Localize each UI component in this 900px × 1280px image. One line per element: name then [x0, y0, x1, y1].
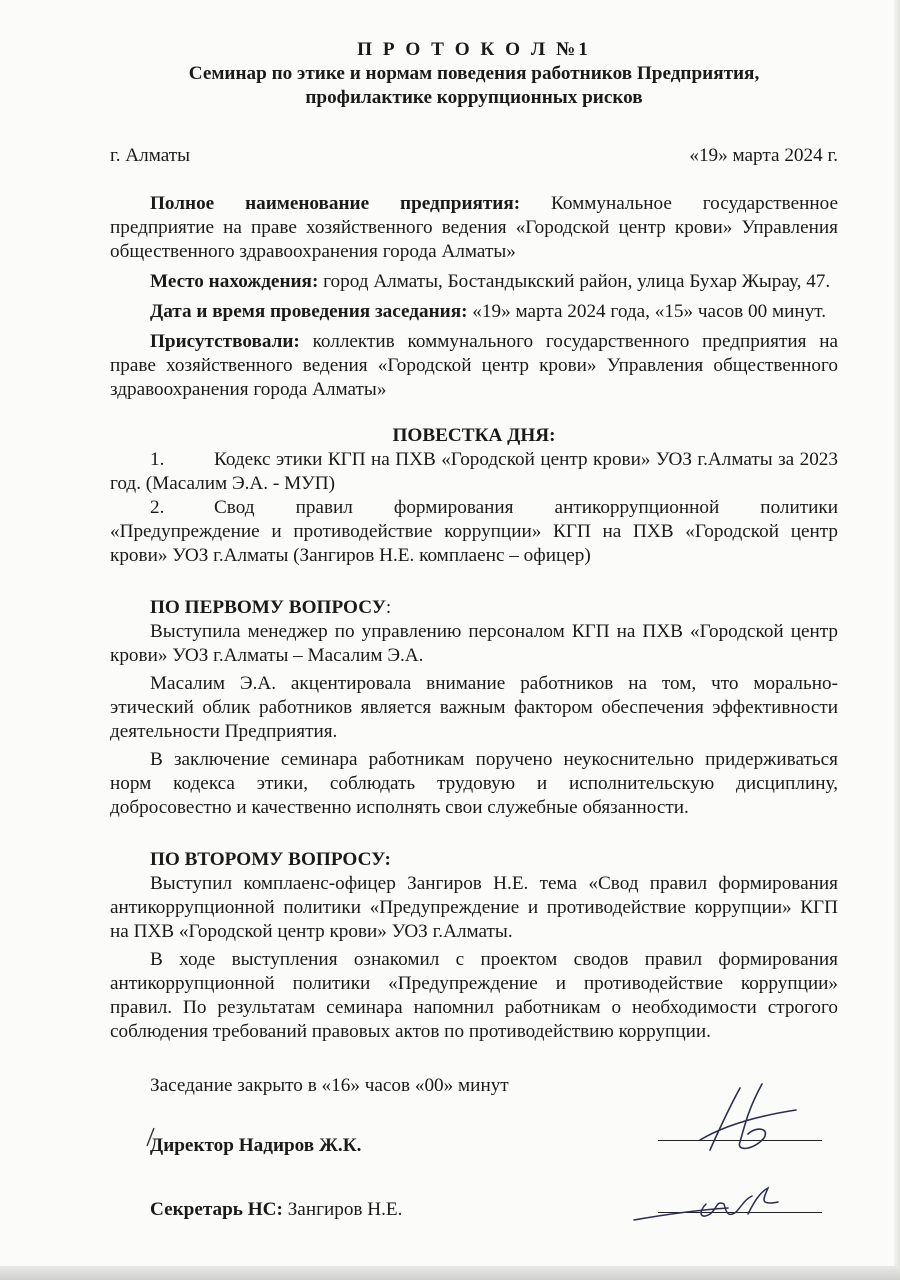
first-question-heading-text: ПО ПЕРВОМУ ВОПРОСУ [150, 597, 386, 618]
second-question-paragraph: В ходе выступления ознакомил с проектом сводов правил формирования антикоррупционной политики «Предупреждение и противодействие коррупции» правил. По результатам семинара напомнил работникам о необходимости строгого соблюдения требований правовых актов по противодействию коррупции. [110, 949, 838, 1042]
signature-block [110, 1116, 838, 1236]
info-label: Дата и время проведения заседания: [150, 301, 468, 322]
first-question-paragraph: Масалим Э.А. акцентировала внимание работников на том, что морально-этический облик работников является важным фактором обеспечения эффективности деятельности Предприятия. [110, 673, 838, 742]
second-question-heading: ПО ВТОРОМУ ВОПРОСУ: [150, 849, 391, 870]
secretary-signature [628, 1174, 798, 1234]
document-title: П Р О Т О К О Л №1 [357, 39, 591, 60]
info-text: «19» марта 2024 года, «15» часов 00 минут. [467, 301, 827, 322]
secretary-name-text: Зангиров Н.Е. [282, 1199, 403, 1220]
info-label: Присутствовали: [150, 331, 300, 352]
first-question-paragraph: В заключение семинара работникам поручено неукоснительно придерживаться норм кодекса этики, соблюдать трудовую и исполнительскую дисциплину, добросовестно и качественно исполнять свои служебные обязанности. [110, 749, 838, 818]
first-question-heading-colon: : [385, 597, 392, 618]
agenda-item-number: 1. [150, 449, 165, 470]
agenda-item-text: Свод правил формирования антикоррупционной политики «Предупреждение и противодействие коррупции» КГП на ПХВ «Городской центр крови» УОЗ г.Алматы (Зангиров Н.Е. комплаенс – офицер) [110, 497, 838, 566]
info-date-time [110, 300, 838, 324]
scan-shadow-right [894, 0, 900, 1280]
agenda-item-text: Кодекс этики КГП на ПХВ «Городской центр крови» УОЗ г.Алматы за 2023 год. (Масалим Э.А. - МУП) [110, 449, 838, 494]
agenda-heading: ПОВЕСТКА ДНЯ: [392, 425, 556, 446]
info-text: коллектив коммунального государственного предприятия на праве хозяйственного ведения «Городской центр крови» Управления общественного здравоохранения города Алматы» [110, 331, 838, 400]
agenda-item [110, 496, 838, 568]
secretary-label: Секретарь НС: [150, 1199, 283, 1220]
scan-shadow-bottom [0, 1266, 900, 1280]
info-label: Полное наименование предприятия: [150, 193, 521, 214]
info-label: Место нахождения: [150, 271, 319, 292]
closing-statement: Заседание закрыто в «16» часов «00» минут [150, 1075, 509, 1096]
info-location [110, 270, 838, 294]
first-question-paragraph: Выступила менеджер по управлению персоналом КГП на ПХВ «Городской центр крови» УОЗ г.Алматы – Масалим Э.А. [110, 621, 838, 666]
city: г. Алматы [110, 145, 191, 166]
second-question-section [110, 848, 838, 1044]
protocol-date: «19» марта 2024 г. [689, 145, 838, 166]
director-signature [670, 1080, 810, 1160]
agenda-item-number: 2. [150, 497, 165, 518]
document-subtitle-line2: профилактике коррупционных рисков [305, 87, 643, 108]
document-subtitle-line1: Семинар по этике и нормам поведения работников Предприятия, [188, 63, 760, 84]
secretary-name [150, 1198, 402, 1222]
pen-mark [144, 1126, 158, 1150]
place-date-row [110, 144, 838, 168]
second-question-paragraph: Выступил комплаенс-офицер Зангиров Н.Е. тема «Свод правил формирования антикоррупционной политики «Предупреждение и противодействие коррупции» КГП на ПХВ «Городской центр крови» УОЗ г.Алматы. [110, 873, 838, 942]
agenda-section [110, 424, 838, 568]
info-enterprise-name [110, 192, 838, 264]
info-block [110, 192, 838, 402]
first-question-heading [110, 596, 838, 620]
director-name: Директор Надиров Ж.К. [150, 1135, 362, 1156]
agenda-item [110, 448, 838, 496]
info-text: Коммунальное государственное предприятие на праве хозяйственного ведения «Городской центр крови» Управления общественного здравоохранения города Алматы» [110, 193, 838, 262]
info-text: город Алматы, Бостандыкский район, улица Бухар Жырау, 47. [318, 271, 831, 292]
info-attendees [110, 330, 838, 402]
first-question-section [110, 596, 838, 820]
